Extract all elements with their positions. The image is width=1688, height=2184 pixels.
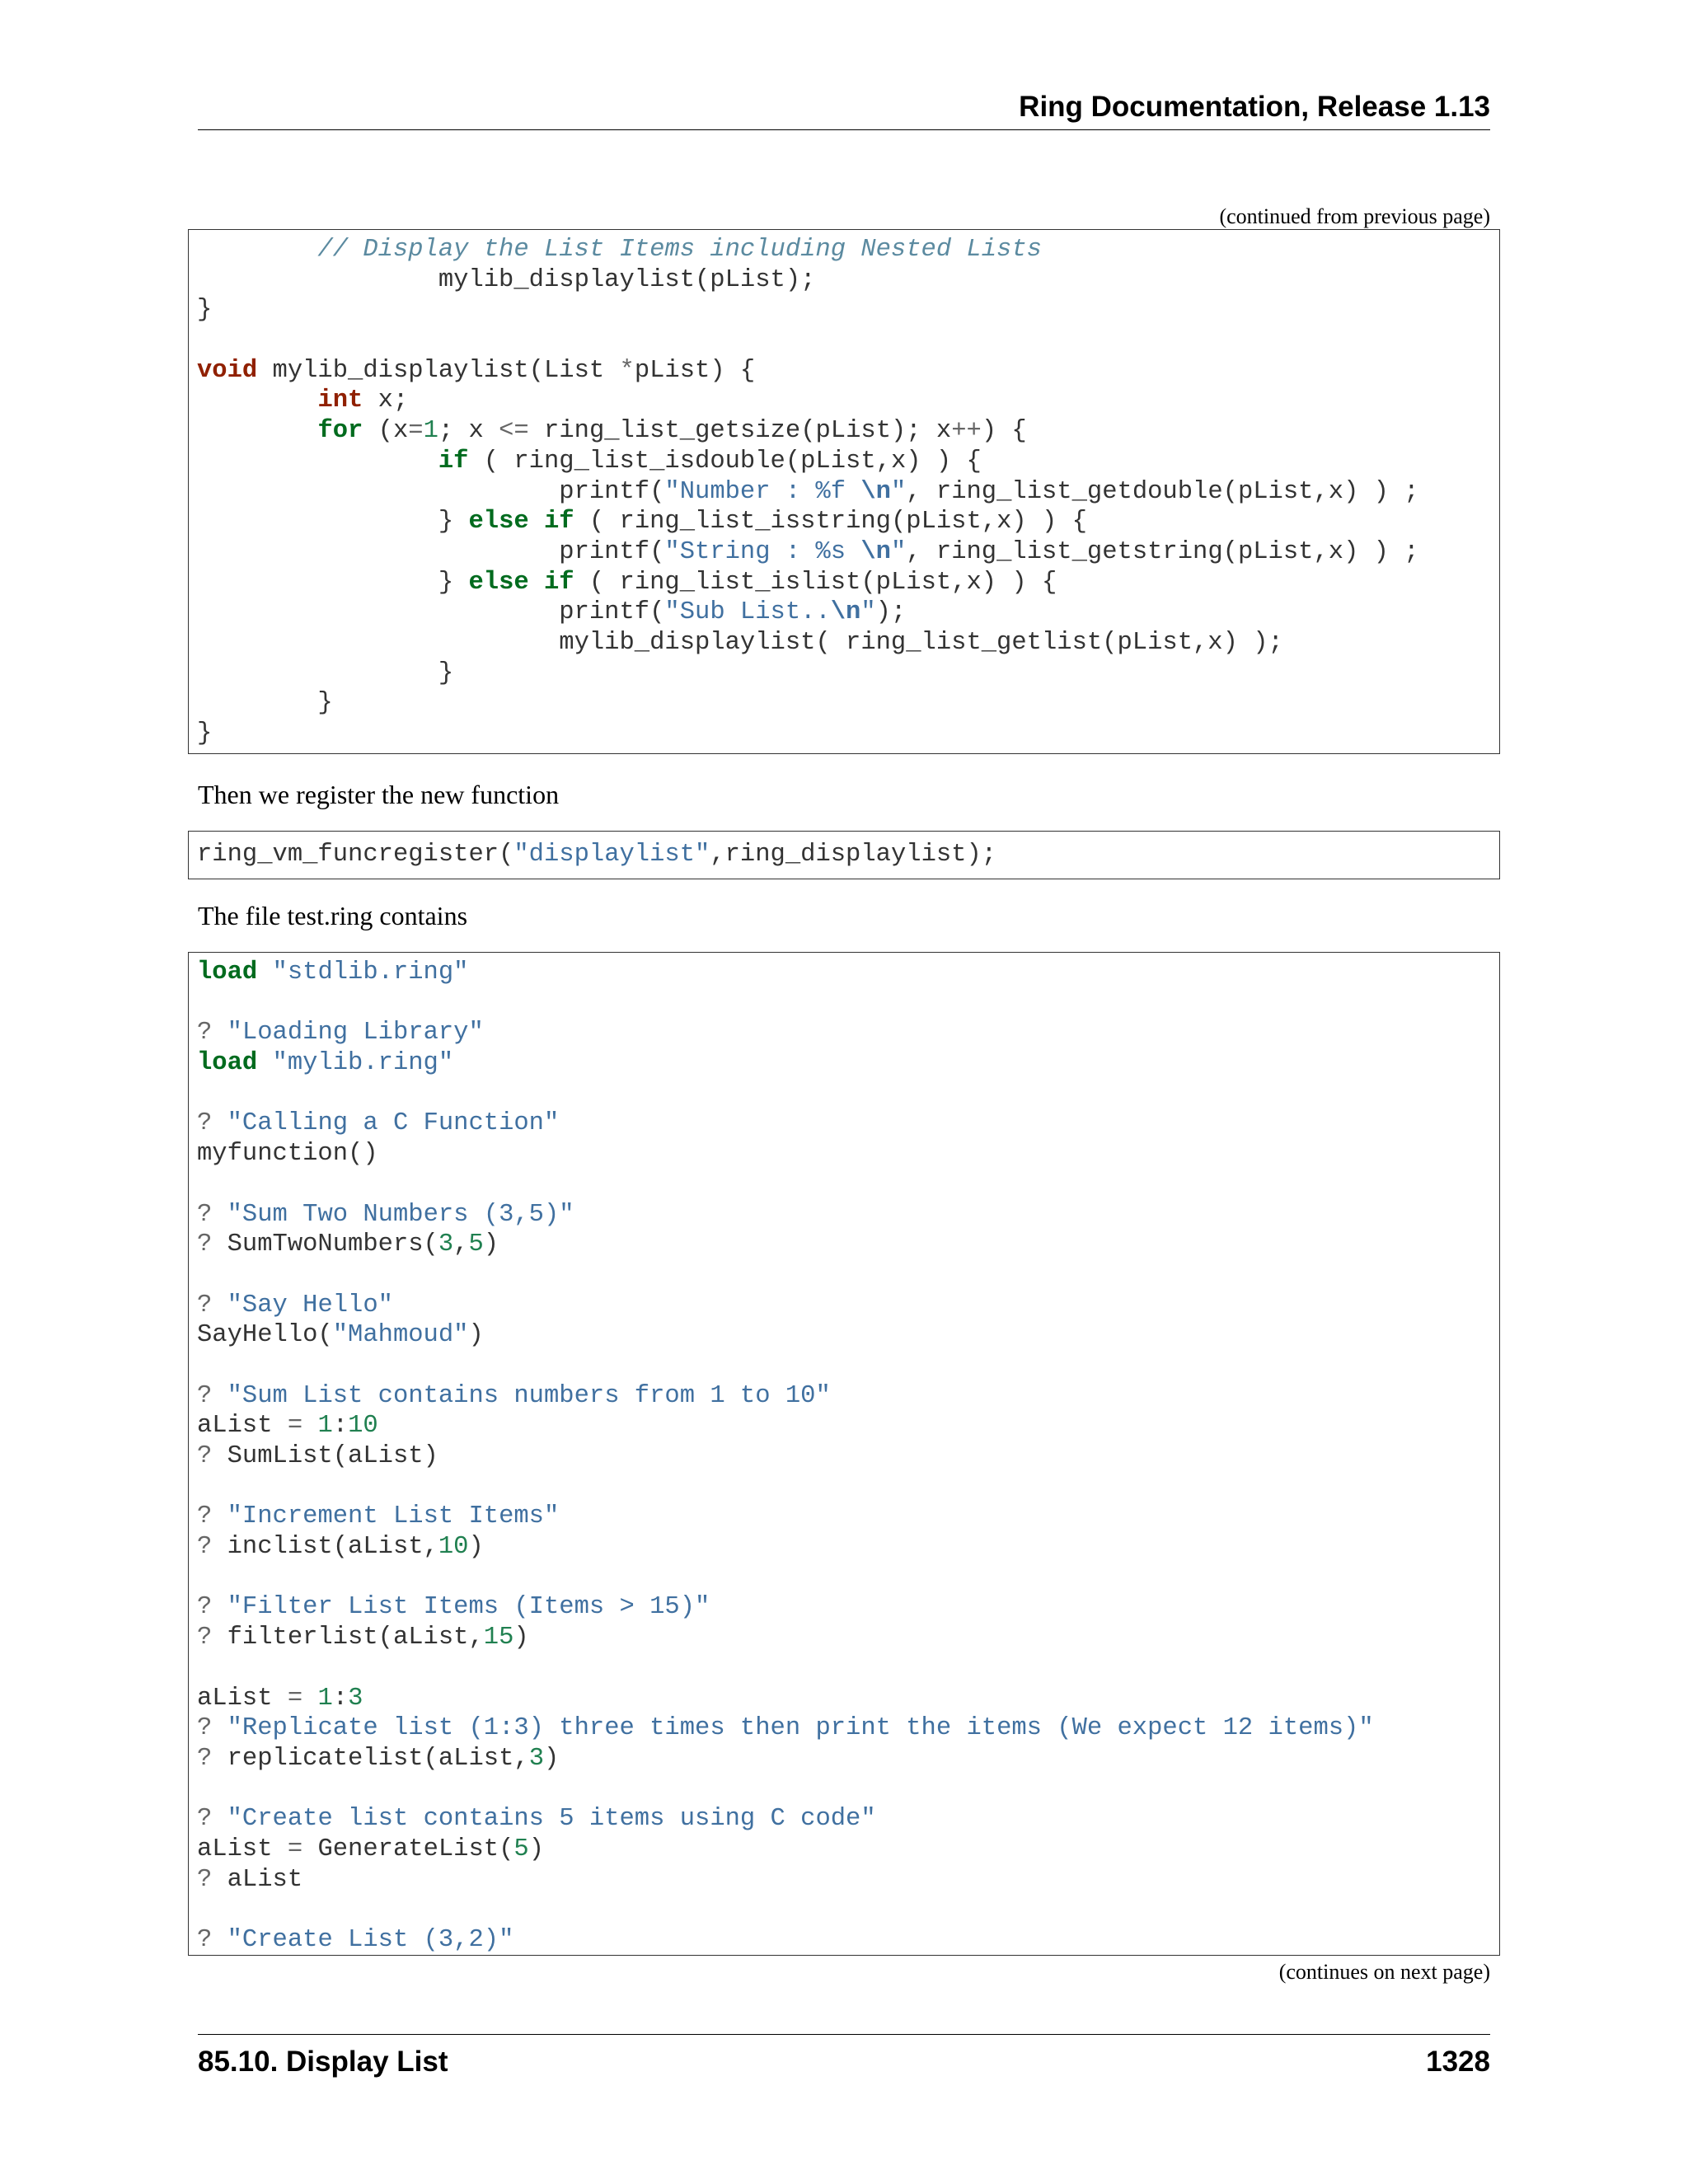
code-token-default <box>212 1109 227 1137</box>
code-token-default: SumList(aList) <box>212 1442 438 1470</box>
code-token-default: } <box>197 508 469 537</box>
code-token-number: 10 <box>348 1412 378 1441</box>
code-token-escape: \n <box>860 537 891 566</box>
code-token-string: "Say Hello" <box>227 1291 393 1319</box>
code-line <box>197 477 1499 508</box>
code-token-keyword: if <box>544 568 574 597</box>
code-token-default: replicatelist(aList, <box>212 1744 529 1773</box>
code-token-default: (x <box>363 417 409 446</box>
code-token-type: void <box>197 356 258 385</box>
code-line <box>197 658 1499 689</box>
code-token-operator: = <box>287 1835 303 1863</box>
code-block-test-ring <box>188 952 1500 1956</box>
code-token-default: aList <box>197 1412 288 1441</box>
code-token-operator: ? <box>197 1865 213 1894</box>
code-token-string: "Create list contains 5 items using C code" <box>227 1805 876 1834</box>
code-token-default <box>302 1685 317 1713</box>
code-token-default: ring_list_getsize(pList); x <box>528 417 952 446</box>
code-line <box>197 988 1499 1019</box>
code-token-keyword: else <box>468 568 529 597</box>
code-line <box>197 1835 1499 1865</box>
code-token-number: 3 <box>348 1684 363 1713</box>
code-token-keyword: if <box>438 447 469 476</box>
code-token-default <box>212 1201 227 1229</box>
code-token-default <box>212 1019 227 1047</box>
code-token-string: " <box>860 598 876 627</box>
code-line <box>197 1563 1499 1593</box>
code-token-default: myfunction() <box>197 1140 378 1169</box>
code-token-string: "Calling a C Function" <box>227 1109 560 1138</box>
code-token-default: SumTwoNumbers( <box>212 1230 438 1259</box>
code-token-default: printf( <box>197 598 665 627</box>
code-line <box>197 1169 1499 1200</box>
paragraph-test-file: The file test.ring contains <box>198 901 468 930</box>
code-token-default <box>302 1412 317 1440</box>
code-line <box>197 719 1499 749</box>
code-token-string: "Mahmoud" <box>332 1321 469 1350</box>
code-token-default <box>212 1382 227 1410</box>
code-token-string: "Sub List.. <box>664 598 831 627</box>
code-token-default <box>212 1805 227 1833</box>
code-token-number: 5 <box>468 1230 484 1259</box>
code-token-string: "Sum Two Numbers (3,5)" <box>227 1200 574 1229</box>
code-token-default: SayHello( <box>197 1321 333 1350</box>
code-token-default: mylib_displaylist( ring_list_getlist(pList,x) ); <box>197 628 1283 657</box>
code-token-default: ) <box>468 1321 484 1350</box>
code-line <box>197 1865 1499 1896</box>
code-line <box>197 1532 1499 1563</box>
code-token-string: "Replicate list (1:3) three times then print the items (We expect 12 items)" <box>227 1714 1374 1743</box>
code-token-number: 1 <box>423 417 438 446</box>
code-line <box>197 1351 1499 1381</box>
code-token-operator: = <box>408 417 424 446</box>
code-token-operator: ? <box>197 1805 213 1834</box>
code-token-number: 1 <box>317 1412 333 1441</box>
code-token-operator: ? <box>197 1291 213 1319</box>
code-line <box>197 1108 1499 1139</box>
code-token-default: } <box>197 658 454 687</box>
code-token-default: , ring_list_getstring(pList,x) ) ; <box>906 537 1419 566</box>
code-line <box>197 265 1499 296</box>
code-token-string: "String : %s <box>664 537 861 566</box>
code-line <box>197 537 1499 568</box>
code-token-default <box>257 1049 272 1077</box>
code-line <box>197 1291 1499 1321</box>
code-token-default: ( ring_list_isstring(pList,x) ) { <box>574 508 1087 537</box>
code-line <box>197 1230 1499 1260</box>
code-token-default: aList <box>212 1865 303 1894</box>
code-token-operator: ++ <box>951 417 982 446</box>
code-token-type: int <box>317 387 363 415</box>
code-line <box>197 840 1499 870</box>
code-token-default: ) { <box>981 417 1027 446</box>
header-rule <box>198 129 1490 130</box>
code-token-default: ,ring_displaylist); <box>710 841 997 869</box>
code-token-operator: ? <box>197 1109 213 1138</box>
code-line <box>197 1502 1499 1532</box>
code-line <box>197 1744 1499 1774</box>
footer-rule <box>198 2034 1490 2035</box>
code-token-default: inclist(aList, <box>212 1533 438 1562</box>
code-token-default: ) <box>528 1835 545 1863</box>
code-token-default: ) <box>513 1624 529 1652</box>
code-line <box>197 1623 1499 1653</box>
code-token-operator: ? <box>197 1200 213 1229</box>
code-token-default <box>212 1593 227 1621</box>
code-line <box>197 1441 1499 1472</box>
code-token-number: 10 <box>438 1533 469 1562</box>
code-token-default <box>212 1926 227 1954</box>
code-line <box>197 356 1499 387</box>
code-token-default <box>212 1502 227 1530</box>
code-line <box>197 1804 1499 1835</box>
code-token-string: "Sum List contains numbers from 1 to 10" <box>227 1381 831 1410</box>
code-line <box>197 1018 1499 1048</box>
code-token-string: "displaylist" <box>513 841 710 869</box>
code-token-default: printf( <box>197 477 665 506</box>
code-line <box>197 416 1499 447</box>
page-header-title: Ring Documentation, Release 1.13 <box>1019 91 1490 123</box>
code-token-default <box>212 1714 227 1742</box>
code-token-operator: ? <box>197 1533 213 1562</box>
code-token-default: mylib_displaylist(pList); <box>197 265 816 294</box>
code-block-test-ring-content <box>189 953 1499 1956</box>
code-token-string: "Loading Library" <box>227 1019 484 1047</box>
code-token-default: } <box>197 296 213 325</box>
code-token-keyword: load <box>197 958 258 987</box>
code-token-keyword: load <box>197 1049 258 1078</box>
code-line <box>197 1925 1499 1956</box>
code-line <box>197 326 1499 356</box>
code-token-default <box>529 508 544 536</box>
code-block-register <box>188 831 1500 879</box>
code-line <box>197 1472 1499 1502</box>
code-block-display-list-content <box>189 230 1499 749</box>
code-token-default: aList <box>197 1835 288 1863</box>
code-token-string: " <box>890 537 907 566</box>
code-token-default <box>529 569 544 597</box>
code-token-default: } <box>197 719 213 748</box>
code-line <box>197 628 1499 658</box>
code-line <box>197 958 1499 988</box>
code-token-string: " <box>890 477 907 506</box>
code-line <box>197 1653 1499 1684</box>
code-line <box>197 1411 1499 1441</box>
code-line <box>197 235 1499 265</box>
code-token-comment: // Display the List Items including Nested Lists <box>197 236 1042 264</box>
code-line <box>197 1200 1499 1230</box>
paragraph-register-function: Then we register the new function <box>198 780 560 809</box>
code-token-default: x; <box>363 387 409 415</box>
footer-page-number: 1328 <box>1426 2046 1490 2078</box>
code-token-default <box>212 1291 227 1319</box>
code-line <box>197 1320 1499 1351</box>
code-token-default: printf( <box>197 537 665 566</box>
code-token-default <box>197 417 317 445</box>
code-token-operator: * <box>619 356 635 385</box>
code-token-default: GenerateList( <box>302 1835 514 1863</box>
code-token-string: "mylib.ring" <box>272 1049 454 1078</box>
code-token-operator: = <box>287 1412 303 1441</box>
code-line <box>197 1774 1499 1805</box>
code-line <box>197 688 1499 719</box>
code-token-operator: ? <box>197 1502 213 1531</box>
code-token-keyword: else <box>468 508 529 537</box>
code-token-escape: \n <box>860 477 891 506</box>
code-token-operator: ? <box>197 1744 213 1773</box>
code-token-operator: ? <box>197 1019 213 1047</box>
code-line <box>197 507 1499 537</box>
code-token-default: ( ring_list_isdouble(pList,x) ) { <box>468 447 982 476</box>
code-token-operator: ? <box>197 1442 213 1470</box>
code-token-number: 1 <box>317 1684 333 1713</box>
code-token-default <box>257 958 272 987</box>
code-line <box>197 1684 1499 1714</box>
code-line <box>197 386 1499 416</box>
code-token-default: : <box>332 1684 349 1713</box>
code-token-default: filterlist(aList, <box>212 1624 484 1652</box>
code-token-default: ) <box>468 1533 484 1562</box>
code-token-number: 5 <box>513 1835 529 1863</box>
code-token-string: "Create List (3,2)" <box>227 1926 514 1954</box>
code-token-default: pList) { <box>634 356 756 385</box>
code-token-default: ( ring_list_islist(pList,x) ) { <box>574 568 1057 597</box>
code-line <box>197 1713 1499 1744</box>
code-line <box>197 1895 1499 1925</box>
continues-on-note: (continues on next page) <box>1278 1960 1490 1984</box>
code-block-display-list <box>188 229 1500 754</box>
code-token-default: } <box>197 568 469 597</box>
code-line <box>197 1260 1499 1291</box>
code-token-string: "Filter List Items (Items > 15)" <box>227 1593 710 1622</box>
code-token-operator: ? <box>197 1926 213 1954</box>
code-token-string: "stdlib.ring" <box>272 958 469 987</box>
code-token-default: , <box>453 1230 469 1259</box>
code-token-default: : <box>332 1412 349 1441</box>
code-token-default <box>197 387 317 415</box>
code-token-keyword: for <box>317 417 363 446</box>
code-token-string: "Increment List Items" <box>227 1502 560 1531</box>
code-token-escape: \n <box>830 598 861 627</box>
code-line <box>197 1139 1499 1169</box>
code-block-register-content <box>189 832 1499 870</box>
code-token-default: ) <box>544 1744 560 1773</box>
code-token-default: mylib_displaylist(List <box>257 356 620 385</box>
code-token-default: ); <box>875 598 907 627</box>
code-token-operator: ? <box>197 1714 213 1743</box>
code-line <box>197 295 1499 326</box>
code-token-default: ) <box>483 1230 499 1259</box>
code-token-string: "Number : %f <box>664 477 861 506</box>
code-token-default: , ring_list_getdouble(pList,x) ) ; <box>906 477 1419 506</box>
code-token-operator: ? <box>197 1230 213 1259</box>
code-token-default: ; x <box>438 417 499 446</box>
code-token-operator: ? <box>197 1593 213 1622</box>
footer-section-title: 85.10. Display List <box>198 2046 448 2078</box>
code-line <box>197 1592 1499 1623</box>
code-token-operator: ? <box>197 1381 213 1410</box>
code-token-number: 15 <box>483 1624 514 1652</box>
code-token-default: aList <box>197 1684 288 1713</box>
code-token-number: 3 <box>528 1744 544 1773</box>
code-token-default: } <box>197 689 333 718</box>
code-line <box>197 1048 1499 1079</box>
code-line <box>197 447 1499 477</box>
code-token-operator: ? <box>197 1624 213 1652</box>
code-token-default: ring_vm_funcregister( <box>197 841 514 869</box>
code-line <box>197 1079 1499 1109</box>
code-token-default <box>197 448 438 476</box>
code-line <box>197 598 1499 628</box>
code-line <box>197 1381 1499 1412</box>
code-token-operator: = <box>287 1684 303 1713</box>
code-token-operator: <= <box>499 417 529 446</box>
code-token-keyword: if <box>544 508 574 537</box>
code-line <box>197 568 1499 598</box>
continued-from-note: (continued from previous page) <box>1219 204 1490 228</box>
code-token-number: 3 <box>438 1230 454 1259</box>
